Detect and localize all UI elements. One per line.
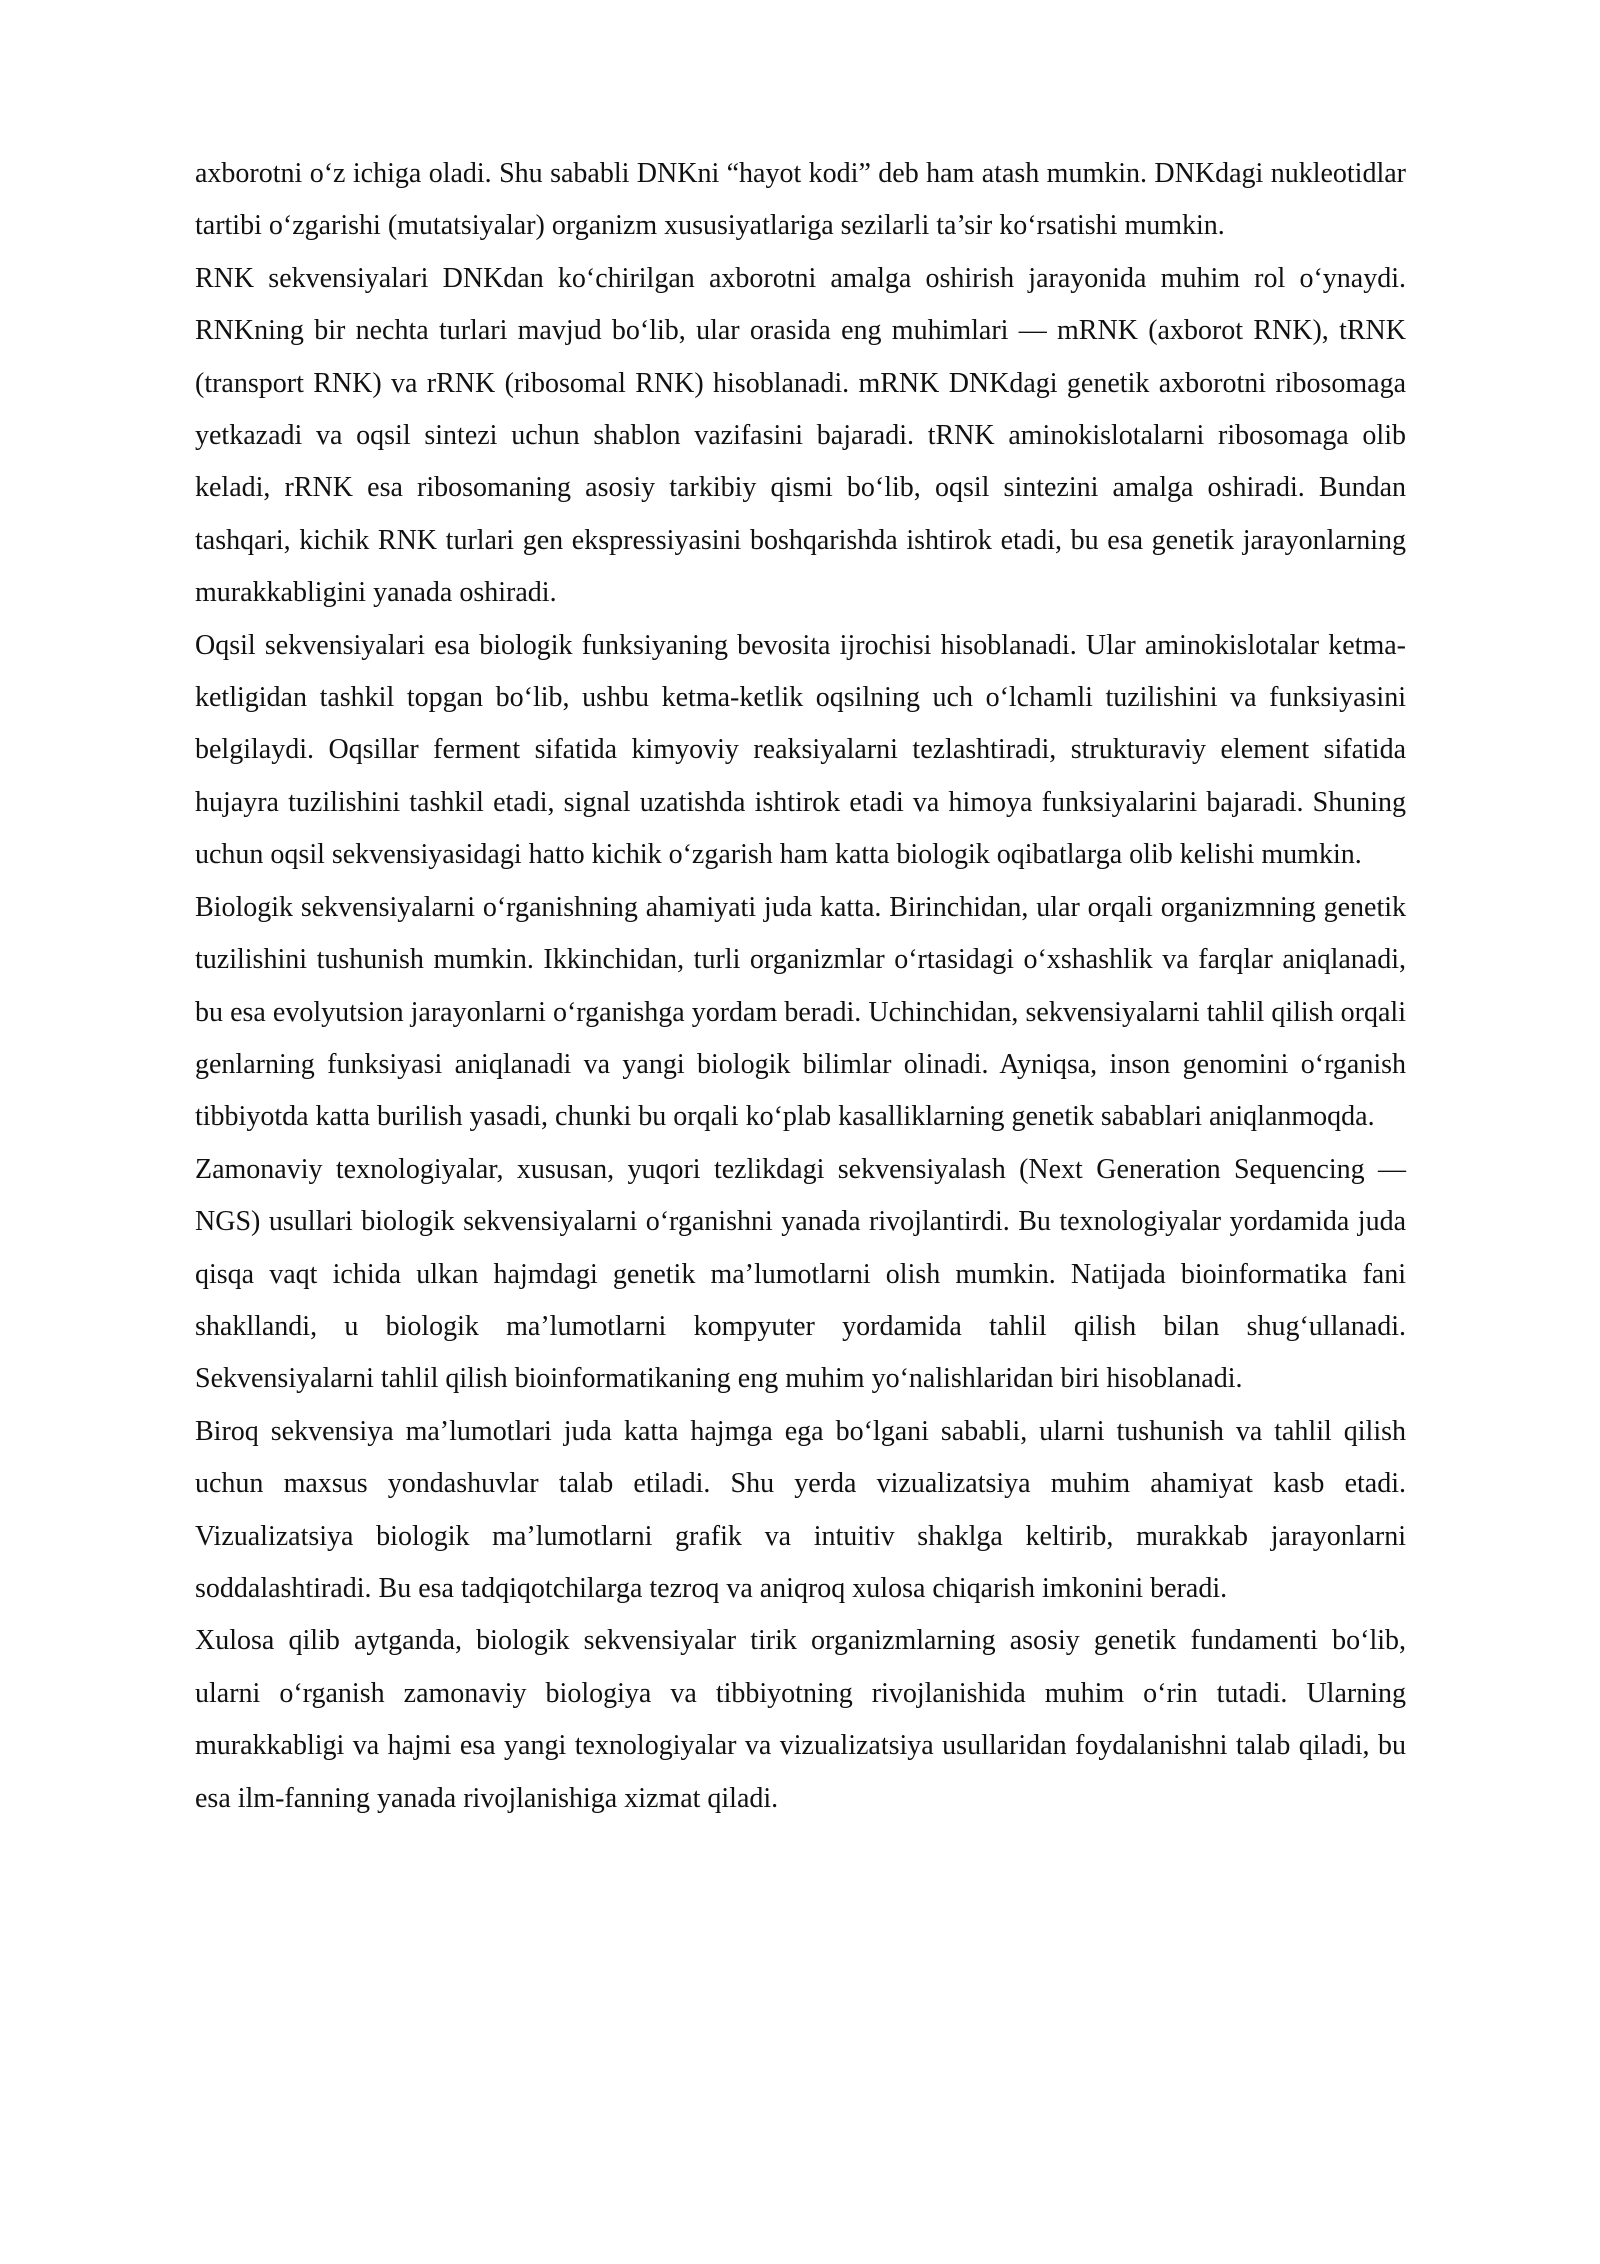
paragraph-visualization: Biroq sekvensiya ma’lumotlari juda katta hajmga ega bo‘lgani sababli, ularni tushunish va tahlil qilish uchun maxsus yondashuvlar talab etiladi. Shu yerda vizualizatsiya muhim ahamiyat kasb etadi. Vizualizatsiya biologik ma’lumotlarni grafik va intuitiv shaklga keltirib, murakkab jarayonlarni soddalashtiradi. Bu esa tadqiqotchilarga tezroq va aniqroq xulosa chiqarish imkonini beradi. (195, 1415, 1406, 1604)
paragraph-protein-sequences: Oqsil sekvensiyalari esa biologik funksiyaning bevosita ijrochisi hisoblanadi. Ular aminokislotalar ketma-ketligidan tashkil topgan bo‘lib, ushbu ketma-ketlik oqsilning uch o‘lchamli tuzilishini va funksiyasini belgilaydi. Oqsillar ferment sifatida kimyoviy reaksiyalarni tezlashtiradi, strukturaviy element sifatida hujayra tuzilishini tashkil etadi, signal uzatishda ishtirok etadi va himoya funksiyalarini bajaradi. Shuning uchun oqsil sekvensiyasidagi hatto kichik o‘zgarish ham katta biologik oqibatlarga olib kelishi mumkin. (195, 629, 1406, 871)
document-page (195, 148, 1406, 1825)
paragraph-importance: Biologik sekvensiyalarni o‘rganishning ahamiyati juda katta. Birinchidan, ular orqali organizmning genetik tuzilishini tushunish mumkin. Ikkinchidan, turli organizmlar o‘rtasidagi o‘xshashlik va farqlar aniqlanadi, bu esa evolyutsion jarayonlarni o‘rganishga yordam beradi. Uchinchidan, sekvensiyalarni tahlil qilish orqali genlarning funksiyasi aniqlanadi va yangi biologik bilimlar olinadi. Ayniqsa, inson genomini o‘rganish tibbiyotda katta burilish yasadi, chunki bu orqali ko‘plab kasalliklarning genetik sabablari aniqlanmoqda. (195, 891, 1406, 1133)
paragraph-conclusion: Xulosa qilib aytganda, biologik sekvensiyalar tirik organizmlarning asosiy genetik fundamenti bo‘lib, ularni o‘rganish zamonaviy biologiya va tibbiyotning rivojlanishida muhim o‘rin tutadi. Ularning murakkabligi va hajmi esa yangi texnologiyalar va vizualizatsiya usullaridan foydalanishni talab qiladi, bu esa ilm-fanning yanada rivojlanishiga xizmat qiladi. (195, 1625, 1406, 1814)
paragraph-modern-technologies: Zamonaviy texnologiyalar, xususan, yuqori tezlikdagi sekvensiyalash (Next Generation Sequencing — NGS) usullari biologik sekvensiyalarni o‘rganishni yanada rivojlantirdi. Bu texnologiyalar yordamida juda qisqa vaqt ichida ulkan hajmdagi genetik ma’lumotlarni olish mumkin. Natijada bioinformatika fani shakllandi, u biologik ma’lumotlarni kompyuter yordamida tahlil qilish bilan shug‘ullanadi. Sekvensiyalarni tahlil qilish bioinformatikaning eng muhim yo‘nalishlaridan biri hisoblanadi. (195, 1153, 1406, 1395)
paragraph-rna-sequences: RNK sekvensiyalari DNKdan ko‘chirilgan axborotni amalga oshirish jarayonida muhim rol o‘ynaydi. RNKning bir nechta turlari mavjud bo‘lib, ular orasida eng muhimlari — mRNK (axborot RNK), tRNK (transport RNK) va rRNK (ribosomal RNK) hisoblanadi. mRNK DNKdagi genetik axborotni ribosomaga yetkazadi va oqsil sintezi uchun shablon vazifasini bajaradi. tRNK aminokislotalarni ribosomaga olib keladi, rRNK esa ribosomaning asosiy tarkibiy qismi bo‘lib, oqsil sintezini amalga oshiradi. Bundan tashqari, kichik RNK turlari gen ekspressiyasini boshqarishda ishtirok etadi, bu esa genetik jarayonlarning murakkabligini yanada oshiradi. (195, 262, 1406, 609)
paragraph-dna-continuation: axborotni o‘z ichiga oladi. Shu sababli DNKni “hayot kodi” deb ham atash mumkin. DNKdagi nukleotidlar tartibi o‘zgarishi (mutatsiyalar) organizm xususiyatlariga sezilarli ta’sir ko‘rsatishi mumkin. (195, 158, 1406, 242)
